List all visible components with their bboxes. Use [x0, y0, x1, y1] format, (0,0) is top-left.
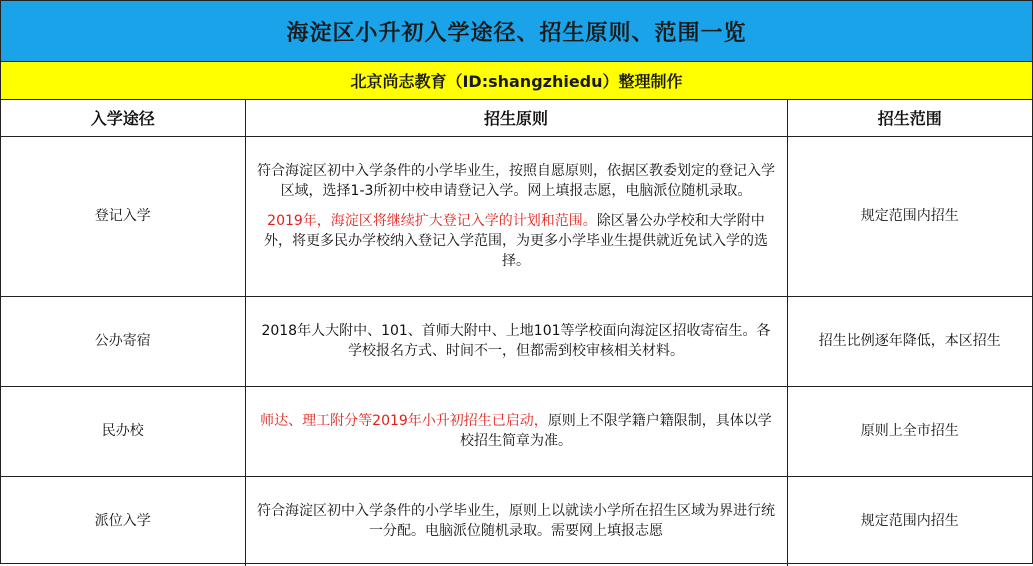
highlight-text: 师达、理工附分等2019年小升初招生已启动， — [260, 413, 548, 429]
table-row — [1, 386, 1032, 476]
page-title: 海淀区小升初入学途径、招生原则、范围一览 — [1, 1, 1032, 62]
header-scope: 招生范围 — [787, 100, 1032, 136]
principle-cell: 2018年人大附中、101、首师大附中、上地101等学校面向海淀区招收寄宿生。各学校报名方式、时间不一，但都需到校审核相关材料。 — [245, 296, 787, 386]
scope-cell: 规定范围内招生 — [787, 476, 1032, 566]
table-row — [1, 476, 1032, 566]
table-header-row — [1, 100, 1032, 136]
principle-paragraph — [256, 211, 777, 271]
principle-cell — [245, 136, 787, 296]
route-cell: 登记入学 — [1, 136, 245, 296]
route-cell: 民办校 — [1, 386, 245, 476]
principle-paragraph: 符合海淀区初中入学条件的小学毕业生，按照自愿原则，依据区教委划定的登记入学区域，选择1-3所初中校申请登记入学。网上填报志愿，电脑派位随机录取。 — [257, 163, 775, 199]
scope-cell: 原则上全市招生 — [787, 386, 1032, 476]
scope-cell: 规定范围内招生 — [787, 136, 1032, 296]
highlight-text: 2019年，海淀区将继续扩大登记入学的计划和范围。 — [267, 213, 597, 229]
route-cell: 公办寄宿 — [1, 296, 245, 386]
scope-cell: 招生比例逐年降低，本区招生 — [787, 296, 1032, 386]
admission-table — [1, 100, 1032, 566]
principle-text: 除区暑公办学校和大学附中外，将更多民办学校纳入登记入学范围，为更多小学毕业生提供就近免试入学的选择。 — [264, 213, 768, 269]
header-route: 入学途径 — [1, 100, 245, 136]
principle-cell — [245, 386, 787, 476]
table-row — [1, 296, 1032, 386]
table-row — [1, 136, 1032, 296]
header-principle: 招生原则 — [245, 100, 787, 136]
route-cell: 派位入学 — [1, 476, 245, 566]
page-subtitle: 北京尚志教育（ID:shangzhiedu）整理制作 — [1, 62, 1032, 100]
principle-text: 原则上不限学籍户籍限制，具体以学校招生简章为准。 — [460, 413, 772, 449]
principle-cell: 符合海淀区初中入学条件的小学毕业生，原则上以就读小学所在招生区域为界进行统一分配。电脑派位随机录取。需要网上填报志愿 — [245, 476, 787, 566]
